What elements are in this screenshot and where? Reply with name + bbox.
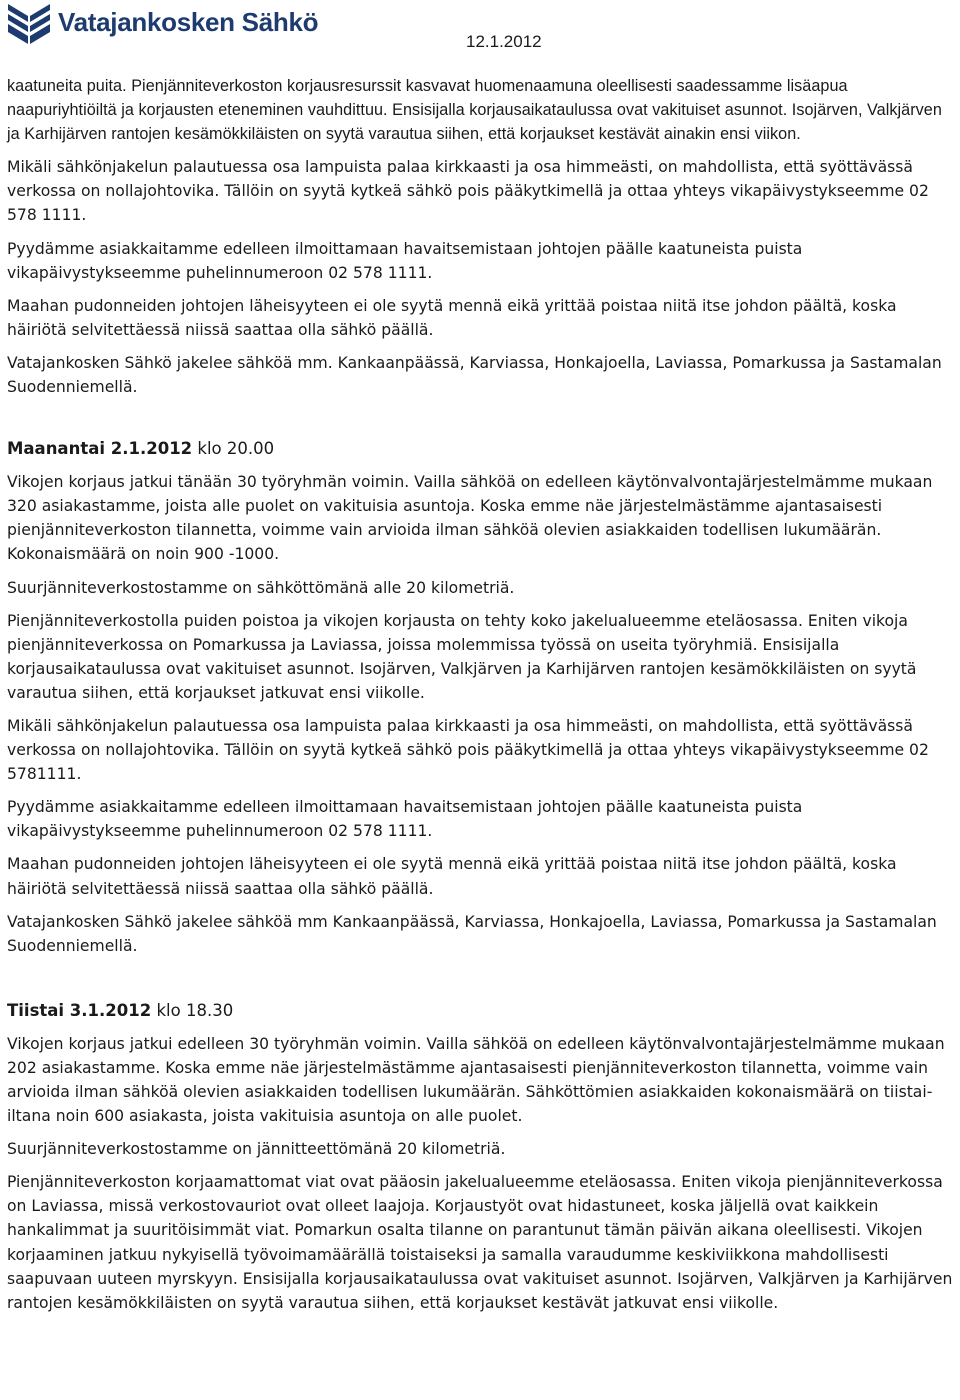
section-time: klo 20.00	[197, 439, 275, 459]
monday-paragraph-7: Vatajankosken Sähkö jakelee sähköä mm Kankaanpäässä, Karviassa, Honkajoella, Laviassa, Pomarkussa ja Sastamalan Suodenniemellä.	[7, 912, 937, 955]
article-body	[7, 74, 957, 1324]
company-logo	[6, 2, 318, 46]
section-heading-tuesday	[7, 999, 957, 1023]
section-day: Maanantai 2.1.2012	[7, 439, 193, 459]
page-header	[0, 0, 960, 56]
section-spacer	[7, 408, 957, 437]
intro-paragraph-3: Pyydämme asiakkaitamme edelleen ilmoittamaan havaitsemistaan johtojen päälle kaatuneista puista vikapäivystykseemme puhelinnumeroon 02 578 1111.	[7, 239, 803, 282]
intro-paragraph-1: kaatuneita puita. Pienjänniteverkoston korjausresurssit kasvavat huomenaamuna oleellisesti saadessamme lisäapua naapuriyhtiöiltä ja korjausten eteneminen vauhdittuu. Ensisijalla korjausaikataulussa ovat vakituiset asunnot. Isojärven, Valkjärven ja Karhijärven rantojen kesämökkiläisten on syytä varautua siihen, että korjaukset kestävät ainakin ensi viikon.	[7, 77, 942, 144]
monday-paragraph-2: Suurjänniteverkostostamme on sähköttömänä alle 20 kilometriä.	[7, 578, 515, 597]
section-heading-monday	[7, 437, 957, 461]
intro-paragraph-5: Vatajankosken Sähkö jakelee sähköä mm. Kankaanpäässä, Karviassa, Honkajoella, Laviassa, Pomarkussa ja Sastamalan Suodenniemellä.	[7, 353, 942, 397]
section-spacer	[7, 967, 957, 999]
monday-paragraph-4: Mikäli sähkönjakelun palautuessa osa lampuista palaa kirkkaasti ja osa himmeästi, on mahdollista, että syöttävässä verkossa on nollajohtovika. Tällöin on syytä kytkeä sähkö pois pääkytkimellä ja ottaa yhteys vikapäivystykseemme 02 5781111.	[7, 716, 929, 784]
tuesday-paragraph-3: Pienjänniteverkoston korjaamattomat viat ovat pääosin jakelualueemme eteläosassa. Eniten vikoja pienjänniteverkossa on Laviassa, missä verkostovauriot ovat olleet laajoja. Korjaustyöt ovat hidastuneet, koska jäljellä ovat kaikkein hankalimmat ja suuritöisimmät viat. Pomarkun osalta tilanne on parantunut tämän päivän aikana oleellisesti. Vikojen korjaaminen jatkuu nykyisellä työvoimamäärällä toistaiseksi ja samalla varaudumme keskiviikkona mahdollisesti saapuvaan uuteen myrskyyn. Ensisijalla korjausaikataulussa ovat vakituiset asunnot. Isojärven, Valkjärven ja Karhijärven rantojen kesämökkiläisten on syytä varautua siihen, että korjaukset kestävät jatkuvat ensi viikolle.	[7, 1173, 953, 1312]
section-day: Tiistai 3.1.2012	[7, 1000, 152, 1020]
logo-text: Vatajankosken Sähkö	[58, 7, 319, 37]
monday-paragraph-5: Pyydämme asiakkaitamme edelleen ilmoittamaan havaitsemistaan johtojen päälle kaatuneista puista vikapäivystykseemme puhelinnumeroon 02 578 1111.	[7, 798, 803, 841]
logo-mark-icon	[6, 2, 52, 46]
document-date: 12.1.2012	[466, 32, 542, 51]
tuesday-paragraph-1: Vikojen korjaus jatkui edelleen 30 työryhmän voimin. Vailla sähköä on edelleen käytönvalvontajärjestelmämme mukaan 202 asiakastamme. Koska emme näe järjestelmästämme ajantasaisesti pienjänniteverkoston tilannetta, voimme vain arvioida ilman sähköä olevien asiakkaiden todellisen lukumäärän. Sähköttömien asiakkaiden kokonaismäärä on tiistai-iltana noin 600 asiakasta, joista vakituisia asuntoja on alle puolet.	[7, 1034, 945, 1126]
monday-paragraph-6: Maahan pudonneiden johtojen läheisyyteen ei ole syytä mennä eikä yrittää poistaa niitä itse johdon päältä, koska häiriötä selvitettäessä niissä saattaa olla sähkö päällä.	[7, 855, 897, 898]
monday-paragraph-1: Vikojen korjaus jatkui tänään 30 työryhmän voimin. Vailla sähköä on edelleen käytönvalvontajärjestelmämme mukaan 320 asiakastamme, joista alle puolet on vakituisia asuntoja. Koska emme näe järjestelmästämme ajantasaisesti pienjänniteverkoston tilannetta, voimme vain arvioida ilman sähköä olevien asiakkaiden todellisen lukumäärän. Kokonaismäärä on noin 900 -1000.	[7, 473, 933, 564]
intro-paragraph-4: Maahan pudonneiden johtojen läheisyyteen ei ole syytä mennä eikä yrittää poistaa niitä itse johdon päältä, koska häiriötä selvitettäessä niissä saattaa olla sähkö päällä.	[7, 296, 897, 339]
monday-paragraph-3: Pienjänniteverkostolla puiden poistoa ja vikojen korjausta on tehty koko jakelualueemme eteläosassa. Eniten vikoja pienjänniteverkossa on Pomarkussa ja Laviassa, joissa molemmissa työssä on useita työryhmiä. Ensisijalla korjausaikataulussa ovat vakituiset asunnot. Isojärven, Valkjärven ja Karhijärven rantojen kesämökkiläisten on syytä varautua siihen, että korjaukset jatkuvat ensi viikolle.	[7, 611, 917, 702]
section-time: klo 18.30	[156, 1000, 234, 1020]
tuesday-paragraph-2: Suurjänniteverkostostamme on jännitteettömänä 20 kilometriä.	[7, 1140, 506, 1159]
intro-paragraph-2: Mikäli sähkönjakelun palautuessa osa lampuista palaa kirkkaasti ja osa himmeästi, on mahdollista, että syöttävässä verkossa on nollajohtovika. Tällöin on syytä kytkeä sähkö pois pääkytkimellä ja ottaa yhteys vikapäivystykseemme 02 578 1111.	[7, 158, 929, 225]
